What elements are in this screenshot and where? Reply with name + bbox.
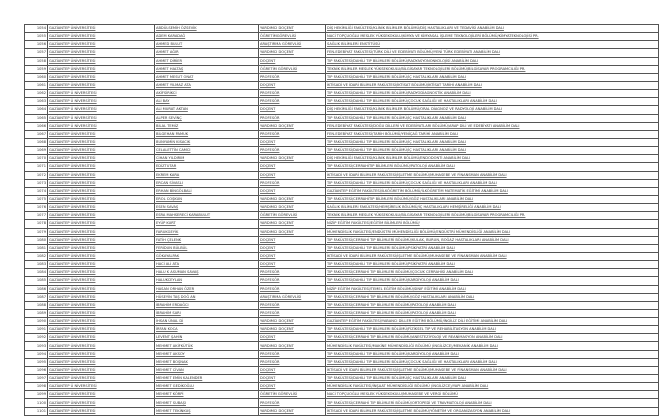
table-row xyxy=(25,309,659,317)
university-cell[interactable]: GAZİANTEP Ü NİVERSİTESİ xyxy=(48,122,155,130)
department-cell[interactable]: TIP FAKÜLTESİ/CERRAHİ TIP BİLİMLERİ BÖLÜMÜ/ORTOPEDİ VE TRAVMATOLOJİ ANABİLİM DALI xyxy=(326,399,659,407)
university-cell[interactable]: GAZİANTEP Ü NİVERSİTESİ xyxy=(48,98,155,106)
table-row xyxy=(25,252,659,260)
table-row xyxy=(25,130,659,138)
name-cell[interactable]: İRFAN KOCA xyxy=(155,326,259,334)
department-cell[interactable]: TEKNİK BİLİMLER MESLEK YÜKSEKOKULU/BİLGİSAYAR TEKNOLOJİLERİ BÖLÜMÜ/BİLGİSAYAR PROGRAMCILIĞI PR. xyxy=(326,212,659,220)
university-cell[interactable]: GAZİANTEP ÜNİVERSİTESİ xyxy=(48,293,155,301)
name-cell[interactable]: BİLGEHAN PAMUK xyxy=(155,130,259,138)
title-cell[interactable]: YARDIMCI DOÇENT xyxy=(259,407,326,415)
row-number-cell[interactable]: 1075 xyxy=(25,195,48,203)
name-cell[interactable]: HALUKCEYLAN xyxy=(155,277,259,285)
table-row xyxy=(25,407,659,415)
row-number-cell[interactable]: 1080 xyxy=(25,236,48,244)
title-cell[interactable]: PROFESÖR xyxy=(259,301,326,309)
name-cell[interactable]: HACİ ALİ ATA xyxy=(155,261,259,269)
row-number-cell[interactable]: 1090 xyxy=(25,318,48,326)
university-cell[interactable]: GAZİANTEP ÜNİVERSİTESİ xyxy=(48,41,155,49)
department-cell[interactable]: TIP FAKÜLTESİ/CERRAHİ TIP BİLİMLERİ BÖLÜMÜ/ÇOCUK CERRAHİSİ ANABİLİM DALI xyxy=(326,269,659,277)
title-cell[interactable]: YARDIMCI DOÇENT xyxy=(259,204,326,212)
name-cell[interactable]: AHMET YILMAZ ATA xyxy=(155,81,259,89)
title-cell[interactable]: YARDIMCI DOÇENT xyxy=(259,342,326,350)
university-cell[interactable]: GAZİANTEP ÜNİVERSİTESİ xyxy=(48,25,155,33)
title-cell[interactable]: DOÇENT xyxy=(259,244,326,252)
university-cell[interactable]: GAZİANTEP ÜNİVERSİTESİ xyxy=(48,130,155,138)
row-number-cell[interactable]: 1077 xyxy=(25,212,48,220)
department-cell[interactable]: TIP FAKÜLTESİ/DAHİLİ TIP BİLİMLERİ BÖLÜMÜ/İÇ HASTALIKLARI ANABİLİM DALI xyxy=(326,138,659,146)
university-cell[interactable]: GAZİANTEP ÜNİVERSİTESİ xyxy=(48,204,155,212)
title-cell[interactable]: DOÇENT xyxy=(259,236,326,244)
table-row xyxy=(25,122,659,130)
table-row xyxy=(25,318,659,326)
university-cell[interactable]: GAZİANTEP ÜNİVERSİTESİ xyxy=(48,301,155,309)
university-cell[interactable]: GAZİANTEP ÜNİVERSİTESİ xyxy=(48,407,155,415)
department-cell[interactable]: SAĞLIK BİLİMLERİ ENSTİTÜSÜ xyxy=(326,41,659,49)
title-cell[interactable]: PROFESÖR xyxy=(259,73,326,81)
name-cell[interactable]: ALPER SEVİNÇ xyxy=(155,114,259,122)
department-cell[interactable]: NACİ TOPÇUOĞLU MESLEK YÜKSEKOKULU/KİMYA VE KİMYASAL İŞLEME TEKNOLOJİLERİ BÖLÜMÜ/KİMYATEKNOLOJİSİ PR. xyxy=(326,33,659,41)
name-cell[interactable]: MEHMET BOŞNAK xyxy=(155,358,259,366)
name-cell[interactable]: MEHMET KÖRPİ xyxy=(155,391,259,399)
title-cell[interactable]: ARAŞTIRMA GÖREVLİSİ xyxy=(259,41,326,49)
name-cell[interactable]: HALU K ASUMAN SAVAŞ xyxy=(155,269,259,277)
table-row xyxy=(25,269,659,277)
row-number-cell[interactable]: 1093 xyxy=(25,342,48,350)
table-row xyxy=(25,383,659,391)
table-row xyxy=(25,293,659,301)
title-cell[interactable]: DOÇENT xyxy=(259,138,326,146)
title-cell[interactable]: DOÇENT xyxy=(259,81,326,89)
title-cell[interactable]: PROFESÖR xyxy=(259,309,326,317)
title-cell[interactable]: PROFESÖR xyxy=(259,285,326,293)
department-cell[interactable]: TIP FAKÜLTESİ/CERRAHİTIP BİLİMLERİ BÖLÜMÜ/PATOLOJİ ANABİLİM DALI xyxy=(326,163,659,171)
name-cell[interactable]: CELALETTİN CAMCI xyxy=(155,147,259,155)
name-cell[interactable]: LEVENT ŞAHİN xyxy=(155,334,259,342)
table-row xyxy=(25,277,659,285)
table-row xyxy=(25,90,659,98)
table-row xyxy=(25,179,659,187)
university-cell[interactable]: GAZİANTEP ÜNİVERSİTESİ xyxy=(48,220,155,228)
row-number-cell[interactable]: 1056 xyxy=(25,41,48,49)
title-cell[interactable]: YARDIMCI DOÇENT xyxy=(259,155,326,163)
department-cell[interactable]: MÜHENDİSLİK FAKÜLTESİ/ENDÜSTRİ MÜHENDİSLİĞİ BÖLÜMÜ/ENDÜSTRİ MÜHENDİSLİĞİ ANABİLİM DALI xyxy=(326,228,659,236)
department-cell[interactable]: TIP FAKÜLTESİ/DAHİLİ TIP BİLİMLERİ BÖLÜMÜ/PSİKİYATRİ ANABİLİM DALI xyxy=(326,244,659,252)
name-cell[interactable]: FATİH ÇELENK xyxy=(155,236,259,244)
table-row xyxy=(25,358,659,366)
row-number-cell[interactable]: 1060 xyxy=(25,73,48,81)
university-cell[interactable]: GAZİANTEP ÜNİVERSİTESİ xyxy=(48,236,155,244)
name-cell[interactable]: EKREM KARA xyxy=(155,171,259,179)
table-row xyxy=(25,25,659,33)
university-cell[interactable]: GAZİANTEP ÜNİVERSİTESİ xyxy=(48,326,155,334)
row-number-cell[interactable]: 1088 xyxy=(25,301,48,309)
department-cell[interactable]: TIP FAKÜLTESİ/DAHİLİ TIP BİLİMLERİ BÖLÜMÜ/ÇOCUK SAĞLIĞI VE HASTALIKLARI ANABİLİM DALI xyxy=(326,358,659,366)
name-cell[interactable]: İBRAHİM ERDAĞCI xyxy=(155,301,259,309)
name-cell[interactable]: ERCAN SİVASLI xyxy=(155,179,259,187)
row-number-cell[interactable]: 1067 xyxy=(25,130,48,138)
department-cell[interactable]: İKTİSADİ VE İDARİ BİLİMLER FAKÜLTESİ/İŞLETME BÖLÜMÜ/MUHASEBE VE FİNANSMAN ANABİLİM DALI xyxy=(326,171,659,179)
university-cell[interactable]: GAZİANTEP ÜNİVERSİTESİ xyxy=(48,65,155,73)
name-cell[interactable]: MEHMET AKSOY xyxy=(155,350,259,358)
title-cell[interactable]: PROFESÖR xyxy=(259,98,326,106)
name-cell[interactable]: AHMET AĞIR xyxy=(155,49,259,57)
university-cell[interactable]: GAZİANTEP ÜNİVERSİTESİ xyxy=(48,195,155,203)
title-cell[interactable]: DOÇENT xyxy=(259,366,326,374)
university-cell[interactable]: GAZİANTEP ÜNİVERSİTESİ xyxy=(48,391,155,399)
table-row xyxy=(25,261,659,269)
university-cell[interactable]: GAZİANTEP ÜNİVERSİTESİ xyxy=(48,334,155,342)
name-cell[interactable]: ERHAN BİNGÖLBALİ xyxy=(155,187,259,195)
row-number-cell[interactable]: 1081 xyxy=(25,244,48,252)
title-cell[interactable]: ÖĞRETİM GÖREVLİSİ xyxy=(259,391,326,399)
name-cell[interactable]: MEHMET CİVAN xyxy=(155,366,259,374)
row-number-cell[interactable]: 1094 xyxy=(25,350,48,358)
department-cell[interactable]: FEN-EDEBİYAT FAKÜLTESİ/TÜRK DİLİ VE EDEBİYATI BÖLÜMÜ/YENİ TÜRK EDEBİYATI ANABİLİM DALI xyxy=(326,49,659,57)
title-cell[interactable]: YARDIMCI DOÇENT xyxy=(259,122,326,130)
title-cell[interactable]: YARDIMCI DOÇENT xyxy=(259,318,326,326)
department-cell[interactable]: GAZİANTEP EĞİTİM FAKÜLTESİ/YABANCI DİLLER EĞİTİMİ BÖLÜMÜ/İNGİLİZ DİLİ EĞİTİMİ ANABİLİM DALI xyxy=(326,318,659,326)
title-cell[interactable]: DOÇENT xyxy=(259,106,326,114)
title-cell[interactable]: YARDIMCI DOÇENT xyxy=(259,49,326,57)
title-cell[interactable]: DOÇENT xyxy=(259,187,326,195)
table-row xyxy=(25,163,659,171)
row-number-cell[interactable]: 1070 xyxy=(25,155,48,163)
row-number-cell[interactable]: 1084 xyxy=(25,269,48,277)
row-number-cell[interactable]: 1100 xyxy=(25,399,48,407)
row-number-cell[interactable]: 1085 xyxy=(25,277,48,285)
department-cell[interactable]: TIP FAKÜLTESİ/CERRAHİ TIP BİLİMLERİ BÖLÜMÜ/PATOLOJİ ANABİLİM DALI xyxy=(326,309,659,317)
university-cell[interactable]: GAZİANTEP Ü NİVERSİTESİ xyxy=(48,90,155,98)
table-row xyxy=(25,106,659,114)
title-cell[interactable]: PROFESÖR xyxy=(259,90,326,98)
title-cell[interactable]: YARDIMCI DOÇENT xyxy=(259,228,326,236)
university-cell[interactable]: GAZİANTEP ÜNİVERSİTESİ xyxy=(48,366,155,374)
row-number-cell[interactable]: 1064 xyxy=(25,106,48,114)
university-cell[interactable]: GAZİANTEP ÜNİVERSİTESİ xyxy=(48,358,155,366)
university-cell[interactable]: GAZİANTEP ÜNİVERSİTESİ xyxy=(48,342,155,350)
row-number-cell[interactable]: 1092 xyxy=(25,334,48,342)
row-number-cell[interactable]: 1096 xyxy=(25,366,48,374)
table-row xyxy=(25,399,659,407)
name-cell[interactable]: İHSAN ÜNAL Dİ xyxy=(155,318,259,326)
department-cell[interactable]: NİZİP EĞİTİM FAKÜLTESİ/EĞİTİM BİLİMLERİ BÖLÜMÜ/ xyxy=(326,220,659,228)
row-number-cell[interactable]: 1074 xyxy=(25,187,48,195)
row-number-cell[interactable]: 1101 xyxy=(25,407,48,415)
row-number-cell[interactable]: 1095 xyxy=(25,358,48,366)
row-number-cell[interactable]: 1059 xyxy=(25,65,48,73)
name-cell[interactable]: ALİ BAY xyxy=(155,98,259,106)
table-row xyxy=(25,212,659,220)
title-cell[interactable]: DOÇENT xyxy=(259,375,326,383)
university-cell[interactable]: GAZİANTEP ÜNİVERSİTESİ xyxy=(48,57,155,65)
row-number-cell[interactable]: 1057 xyxy=(25,49,48,57)
row-number-cell[interactable]: 1054 xyxy=(25,25,48,33)
table-row xyxy=(25,204,659,212)
department-cell[interactable]: İKTİSADİ VE İDARİ BİLİMLER FAKÜLTESİ/İŞLETME BÖLÜMÜ/MUHASEBE VE FİNANSMAN ANABİLİM DALI xyxy=(326,252,659,260)
university-cell[interactable]: GAZİANTEP ÜNİVERSİTESİ xyxy=(48,138,155,146)
title-cell[interactable]: DOÇENT xyxy=(259,261,326,269)
title-cell[interactable]: ÖĞRETİM GÖREVLİSİ xyxy=(259,65,326,73)
name-cell[interactable]: ESEN SAVAŞ xyxy=(155,204,259,212)
department-cell[interactable]: TIP FAKÜLTESİ/DAHİLİ TIP BİLİMLERİ BÖLÜMÜ/KARDİYOLOJİ ANABİLİM DALI xyxy=(326,277,659,285)
title-cell[interactable]: PROFESÖR xyxy=(259,114,326,122)
department-cell[interactable]: TIP FAKÜLTESİ/DAHİLİ TIP BİLİMLERİ BÖLÜMÜ/İÇ HASTALIKLARI ANABİLİM DALI xyxy=(326,73,659,81)
university-cell[interactable]: GAZİANTEP ÜNİVERSİTESİ xyxy=(48,155,155,163)
table-row xyxy=(25,228,659,236)
title-cell[interactable]: PROFESÖR xyxy=(259,399,326,407)
department-cell[interactable]: TIP FAKÜLTESİ/DAHİLİ TIP BİLİMLERİ BÖLÜMÜ/İÇ HASTALIKLARI ANABİLİM DALI xyxy=(326,375,659,383)
department-cell[interactable]: TEKNİK BİLİMLER MESLEK YÜKSEKOKULU/BİLGİSAYAR TEKNOLOJİLERİ BÖLÜMÜ/BİLGİSAYAR PROGRAMCILIĞI PR. xyxy=(326,65,659,73)
row-number-cell[interactable]: 1065 xyxy=(25,114,48,122)
row-number-cell[interactable]: 1071 xyxy=(25,163,48,171)
title-cell[interactable]: DOÇENT xyxy=(259,171,326,179)
table-row xyxy=(25,65,659,73)
table-row xyxy=(25,375,659,383)
department-cell[interactable]: TIP FAKÜLTESİ/DAHİLİ TIP BİLİMLERİ BÖLÜMÜ/PSİKİYATRİ ANABİLİM DALI xyxy=(326,261,659,269)
title-cell[interactable]: ÖĞRETİMGÖREVLİSİ xyxy=(259,33,326,41)
table-row xyxy=(25,171,659,179)
department-cell[interactable]: MÜHENDİSLİK FAKÜLTESİ/MAKİNE MÜHENDİSLİĞİ BÖLÜMÜ (İNGİLİZCE)/MEKANİK ANABİLİM DALI xyxy=(326,342,659,350)
department-cell[interactable]: TIP FAKÜLTESİ/CERRAHİ TIP BİLİMLERİ BÖLÜMÜ/PATOLOJİ ANABİLİM DALI xyxy=(326,301,659,309)
title-cell[interactable]: YARDIMCI DOÇENT xyxy=(259,220,326,228)
department-cell[interactable]: TIP FAKÜLTESİ/CERRAHİ TIP BİLİMLERİ BÖLÜMÜ/GÖZ HASTALIKLARI ANABİLİM DALI xyxy=(326,293,659,301)
university-cell[interactable]: GAZİANTEP ÜNİVERSİTESİ xyxy=(48,318,155,326)
row-number-cell[interactable]: 1091 xyxy=(25,326,48,334)
row-number-cell[interactable]: 1055 xyxy=(25,33,48,41)
university-cell[interactable]: GAZİANTEP ÜNİVERSİTESİ xyxy=(48,171,155,179)
university-cell[interactable]: GAZİANTEP ÜNİVERSİTESİ xyxy=(48,163,155,171)
university-cell[interactable]: GAZİANTEP ÜNİVERSİTESİ xyxy=(48,81,155,89)
table-row xyxy=(25,98,659,106)
table-row xyxy=(25,220,659,228)
title-cell[interactable]: PROFESÖR xyxy=(259,277,326,285)
university-cell[interactable]: GAZİANTEP Ü NİVERSİTESİ xyxy=(48,383,155,391)
name-cell[interactable]: MEHMET GEDİKOĞLU xyxy=(155,383,259,391)
department-cell[interactable]: İKTİSADİ VE İDARİ BİLİMLER FAKÜLTESİ/İKTİSAT BÖLÜMÜ/İKTİSAT TARİHİ ANABİLİM DALI xyxy=(326,81,659,89)
table-row xyxy=(25,334,659,342)
table-row xyxy=(25,342,659,350)
row-number-cell[interactable]: 1073 xyxy=(25,179,48,187)
title-cell[interactable]: DOÇENT xyxy=(259,383,326,391)
row-number-cell[interactable]: 1087 xyxy=(25,293,48,301)
name-cell[interactable]: İBRAHİM SARI xyxy=(155,309,259,317)
university-cell[interactable]: GAZİANTEP ÜNİVERSİTESİ xyxy=(48,399,155,407)
row-number-cell[interactable]: 1061 xyxy=(25,81,48,89)
table-row xyxy=(25,114,659,122)
name-cell[interactable]: ABDÜLSEMİH ÖZSEVİK xyxy=(155,25,259,33)
university-cell[interactable]: GAZİANTEP ÜNİVERSİTESİ xyxy=(48,252,155,260)
row-number-cell[interactable]: 1072 xyxy=(25,171,48,179)
table-row xyxy=(25,285,659,293)
spreadsheet-table xyxy=(24,24,659,416)
title-cell[interactable]: PROFESÖR xyxy=(259,269,326,277)
department-cell[interactable]: NACİ TOPÇUOĞLU MESLEK YÜKSEKOKULU/MUHASEBE VE VERGİ BÖLÜMÜ xyxy=(326,391,659,399)
name-cell[interactable]: MEHMET AKİFKÜTÜK xyxy=(155,342,259,350)
table-row xyxy=(25,147,659,155)
name-cell[interactable]: MEHMET TEKİNKUŞ xyxy=(155,407,259,415)
row-number-cell[interactable]: 1068 xyxy=(25,138,48,146)
title-cell[interactable]: ARAŞTIRMA GÖREVLİSİ xyxy=(259,293,326,301)
name-cell[interactable]: AHMED BULUT xyxy=(155,41,259,49)
name-cell[interactable]: ESRA MAHSERECİ KARABULUT xyxy=(155,212,259,220)
row-number-cell[interactable]: 1098 xyxy=(25,383,48,391)
table-row xyxy=(25,187,659,195)
department-cell[interactable]: SAĞLIK BİLİMLERİ FAKÜLTESİ/HEMŞİRELİK BÖLÜMÜ/İÇ HASTALIKLARI HEMŞİRELİĞİ ANABİLİM DALI xyxy=(326,204,659,212)
name-cell[interactable]: FERİDUN BÜLBÜL xyxy=(155,244,259,252)
title-cell[interactable]: PROFESÖR xyxy=(259,350,326,358)
row-number-cell[interactable]: 1097 xyxy=(25,375,48,383)
row-number-cell[interactable]: 1062 xyxy=(25,90,48,98)
department-cell[interactable]: TIP FAKÜLTESİ/CERRAHİ TIP BİLİMLERİ BÖLÜMÜ/KULAK, BURUN, BOĞAZ HASTALIKLARI ANABİLİM DALI xyxy=(326,236,659,244)
row-number-cell[interactable]: 1099 xyxy=(25,391,48,399)
name-cell[interactable]: HASAN ORHAN ÖZER xyxy=(155,285,259,293)
university-cell[interactable]: GAZİANTEP ÜNİVERSİTESİ xyxy=(48,228,155,236)
department-cell[interactable]: NİZİP EĞİTİM FAKÜLTESİ/TEMEL EĞİTİM BÖLÜMÜ/SINIF EĞİTİMİ ANABİLİM DALI xyxy=(326,285,659,293)
department-cell[interactable]: FEN-EDEBİYAT FAKÜLTESİ/DOĞU DİLLERİ VE EDEBİYATLARI BÖLÜMÜ/ARAP DİLİ VE EDEBİYATI ANABİLİM DALI xyxy=(326,122,659,130)
name-cell[interactable]: FARUKGEYİK xyxy=(155,228,259,236)
department-cell[interactable]: TIP FAKÜLTESİ/DAHİLİ TIP BİLİMLERİ BÖLÜMÜ/İÇ HASTALIKLARI ANABİLİM DALI xyxy=(326,147,659,155)
department-cell[interactable]: TIP FAKÜLTESİ/CERRAHİTIP BİLİMLERİ BÖLÜMÜ/GÖZ HASTALIKLARI ANABİLİM DALI xyxy=(326,195,659,203)
table-row xyxy=(25,41,659,49)
title-cell[interactable]: DOÇENT xyxy=(259,57,326,65)
department-cell[interactable]: İKTİSADİ VE İDARİ BİLİMLER FAKÜLTESİ/İŞLETME BÖLÜMÜ/MUHASEBE VE FİNANSMAN ANABİLİM DALI xyxy=(326,366,659,374)
university-cell[interactable]: GAZİANTEP ÜNİVERSİTESİ xyxy=(48,350,155,358)
name-cell[interactable]: ALİ MURAT AKTAN xyxy=(155,106,259,114)
name-cell[interactable]: AHMET HALTAŞ xyxy=(155,65,259,73)
title-cell[interactable]: PROFESÖR xyxy=(259,130,326,138)
table-row xyxy=(25,326,659,334)
department-cell[interactable]: TIP FAKÜLTESİ/DAHİLİ TIP BİLİMLERİ BÖLÜMÜ/RADYASYONONKOLOJİSİ ANABİLİM DALI xyxy=(326,57,659,65)
name-cell[interactable]: GÖKAYALPAK xyxy=(155,252,259,260)
name-cell[interactable]: ADEM KARADAĞ xyxy=(155,33,259,41)
name-cell[interactable]: MEHMET EMİN KALENDER xyxy=(155,375,259,383)
university-cell[interactable]: GAZİANTEP ÜNİVERSİTESİ xyxy=(48,375,155,383)
department-cell[interactable]: TIP FAKÜLTESİ/CERRAHİ TIP BİLİMLERİ BÖLÜMÜ/ANESTEZİYOLOJİ VE REANİMASYON ANABİLİM DALI xyxy=(326,334,659,342)
department-cell[interactable]: DİŞ HEKİMLİĞİ FAKÜLTESİ/KLİNİK BİLİMLER BÖLÜMÜ/ORAL DİAGNOZ VE RADYOLOJİ ANABİLİM DALI xyxy=(326,106,659,114)
row-number-cell[interactable]: 1089 xyxy=(25,309,48,317)
title-cell[interactable]: DOÇENT xyxy=(259,334,326,342)
department-cell[interactable]: TIP FAKÜLTESİ/DAHİLİ TIP BİLİMLERİ BÖLÜMÜ/ÇOCUK SAĞLIĞI VE HASTALIKLARI ANABİLİM DALI xyxy=(326,179,659,187)
department-cell[interactable]: TIP FAKÜLTESİ/DAHİLİ TIP BİLİMLERİ BÖLÜMÜ/KARDİYOLOJİ ANABİLİM DALI xyxy=(326,350,659,358)
university-cell[interactable]: GAZİANTEP Ü NİVERSİTESİ xyxy=(48,106,155,114)
name-cell[interactable]: EROL COŞKUN xyxy=(155,195,259,203)
department-cell[interactable]: TIP FAKÜLTESİ/DAHİLİ TIP BİLİMLERİ BÖLÜMÜ/ÇOCUK SAĞLIĞI VE HASTALIKLARI ANABİLİM DALI xyxy=(326,98,659,106)
university-cell[interactable]: GAZİANTEP ÜNİVERSİTESİ xyxy=(48,277,155,285)
department-cell[interactable]: GAZİANTEP EĞİTİM FAKÜLTESİ/İLKÖĞRETİM BÖLÜMÜ/İLKÖĞRETİM MATEMATİK EĞİTİMİ ANABİLİM DALI xyxy=(326,187,659,195)
table-row xyxy=(25,244,659,252)
row-number-cell[interactable]: 1083 xyxy=(25,261,48,269)
name-cell[interactable]: BUNYAMİN KISACIK xyxy=(155,138,259,146)
row-number-cell[interactable]: 1078 xyxy=(25,220,48,228)
university-cell[interactable]: GAZİANTEP ÜNİVERSİTESİ xyxy=(48,49,155,57)
university-cell[interactable]: GAZİANTEP ÜNİVERSİTESİ xyxy=(48,285,155,293)
name-cell[interactable]: EDİZTUTAR xyxy=(155,163,259,171)
name-cell[interactable]: AKİFSİRİKCİ xyxy=(155,90,259,98)
title-cell[interactable]: DOÇENT xyxy=(259,252,326,260)
department-cell[interactable]: TIP FAKÜLTESİ/DAHİLİ TIP BİLİMLERİ BÖLÜMÜ/İÇ HASTALIKLARI ANABİLİM DALI xyxy=(326,114,659,122)
department-cell[interactable]: TIP FAKÜLTESİ/DAHİLİ TIP BİLİMLERİ BÖLÜMÜ/RADYODİAGNOSTİK ANABİLİM DALI xyxy=(326,90,659,98)
table-row xyxy=(25,155,659,163)
title-cell[interactable]: YARDIMCI DOÇENT xyxy=(259,25,326,33)
title-cell[interactable]: PROFESÖR xyxy=(259,358,326,366)
row-number-cell[interactable]: 1086 xyxy=(25,285,48,293)
university-cell[interactable]: GAZİANTEP ÜNİVERSİTESİ xyxy=(48,261,155,269)
title-cell[interactable]: DOÇENT xyxy=(259,163,326,171)
row-number-cell[interactable]: 1079 xyxy=(25,228,48,236)
table-row xyxy=(25,391,659,399)
name-cell[interactable]: EYÜP KURT xyxy=(155,220,259,228)
department-cell[interactable]: MÜHENDİSLİK FAKÜLTESİ/İNŞAAT MÜHENDİSLİĞİ BÖLÜMÜ (İNGİLİZCE)/YAPI ANABİLİM DALI xyxy=(326,383,659,391)
department-cell[interactable]: DİŞ HEKİMLİĞİ FAKÜLTESİ/KLİNİK BİLİMLER BÖLÜMÜ/ENDODONTİ ANABİLİM DALI xyxy=(326,155,659,163)
university-cell[interactable]: GAZİANTEP ÜNİVERSİTESİ xyxy=(48,147,155,155)
table-row xyxy=(25,49,659,57)
name-cell[interactable]: HÜSEYİN TAŞ DOĞ AN xyxy=(155,293,259,301)
name-cell[interactable]: AHMET MESUT ONAT xyxy=(155,73,259,81)
row-number-cell[interactable]: 1076 xyxy=(25,204,48,212)
table-row xyxy=(25,33,659,41)
university-cell[interactable]: GAZİANTEP ÜNİVERSİTESİ xyxy=(48,73,155,81)
title-cell[interactable]: PROFESÖR xyxy=(259,147,326,155)
name-cell[interactable]: MEHMET SUBAŞI xyxy=(155,399,259,407)
name-cell[interactable]: BİLAL TEMİZ xyxy=(155,122,259,130)
table-row xyxy=(25,81,659,89)
table-row xyxy=(25,138,659,146)
title-cell[interactable]: ÖĞRETİM GÖREVLİSİ xyxy=(259,212,326,220)
name-cell[interactable]: AHMET DİRİER xyxy=(155,57,259,65)
row-number-cell[interactable]: 1069 xyxy=(25,147,48,155)
row-number-cell[interactable]: 1066 xyxy=(25,122,48,130)
row-number-cell[interactable]: 1063 xyxy=(25,98,48,106)
university-cell[interactable]: GAZİANTEP ÜNİVERSİTESİ xyxy=(48,179,155,187)
table-row xyxy=(25,73,659,81)
table-row xyxy=(25,301,659,309)
table-row xyxy=(25,350,659,358)
table-row xyxy=(25,366,659,374)
row-number-cell[interactable]: 1058 xyxy=(25,57,48,65)
university-cell[interactable]: GAZİANTEP ÜNİVERSİTESİ xyxy=(48,309,155,317)
department-cell[interactable]: TIP FAKÜLTESİ/DAHİLİ TIP BİLİMLERİ BÖLÜMÜ/FİZİKSEL TIP VE REHABİLİTASYON ANABİLİM DALI xyxy=(326,326,659,334)
table-row xyxy=(25,195,659,203)
name-cell[interactable]: CİHAN YILDIRIM xyxy=(155,155,259,163)
department-cell[interactable]: İKTİSADİ VE İDARİ BİLİMLER FAKÜLTESİ/İŞLETME BÖLÜMÜ/YÖNETİM VE ORGANİZASYON ANABİLİM DALI xyxy=(326,407,659,415)
department-cell[interactable]: DİŞ HEKİMLİĞİ FAKÜLTESİ/KLİNİK BİLİMLER BÖLÜMÜ/DİŞ HASTALIKLARI VE TEDAVİSİ ANABİLİM DALI xyxy=(326,25,659,33)
table-body xyxy=(25,25,659,416)
table-row xyxy=(25,236,659,244)
university-cell[interactable]: GAZİANTEP ÜNİVERSİTESİ xyxy=(48,269,155,277)
title-cell[interactable]: PROFESÖR xyxy=(259,179,326,187)
university-cell[interactable]: GAZİANTEP Ü NİVERSİTESİ xyxy=(48,114,155,122)
title-cell[interactable]: YARDIMCI DOÇENT xyxy=(259,326,326,334)
department-cell[interactable]: FEN-EDEBİYAT FAKÜLTESİ/TARİH BÖLÜMÜ/YENİÇAĞ TARİHİ ANABİLİM DALI xyxy=(326,130,659,138)
university-cell[interactable]: GAZİANTEP ÜNİVERSİTESİ xyxy=(48,33,155,41)
title-cell[interactable]: YARDIMCI DOÇENT xyxy=(259,195,326,203)
university-cell[interactable]: GAZİANTEP ÜNİVERSİTESİ xyxy=(48,244,155,252)
university-cell[interactable]: GAZİANTEP ÜNİVERSİTESİ xyxy=(48,212,155,220)
row-number-cell[interactable]: 1082 xyxy=(25,252,48,260)
university-cell[interactable]: GAZİANTEP ÜNİVERSİTESİ xyxy=(48,187,155,195)
table-row xyxy=(25,57,659,65)
